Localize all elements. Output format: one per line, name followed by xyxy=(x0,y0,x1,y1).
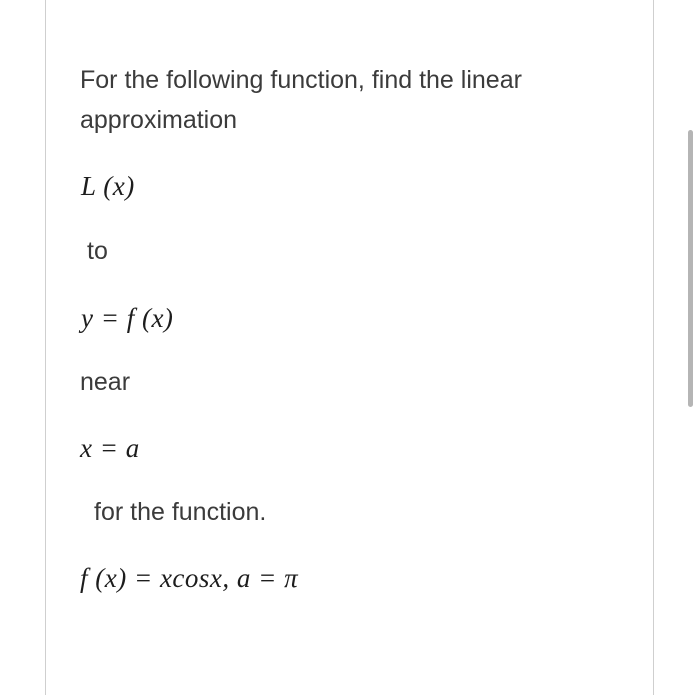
question-intro-line-2: approximation xyxy=(80,106,238,134)
left-border xyxy=(45,0,46,695)
scrollbar[interactable] xyxy=(688,130,693,407)
math-function-definition: f (x) = xcosx, a = π xyxy=(80,563,299,593)
text-for-the-function: for the function. xyxy=(94,498,267,526)
text-to: to xyxy=(87,237,108,265)
math-y-equals-f-of-x: y = f (x) xyxy=(81,303,174,333)
question-intro-line-1: For the following function, find the linear xyxy=(80,66,522,94)
right-border xyxy=(653,0,654,695)
math-linear-approximation: L (x) xyxy=(81,171,135,201)
math-x-equals-a: x = a xyxy=(80,433,140,463)
text-near: near xyxy=(80,368,131,396)
